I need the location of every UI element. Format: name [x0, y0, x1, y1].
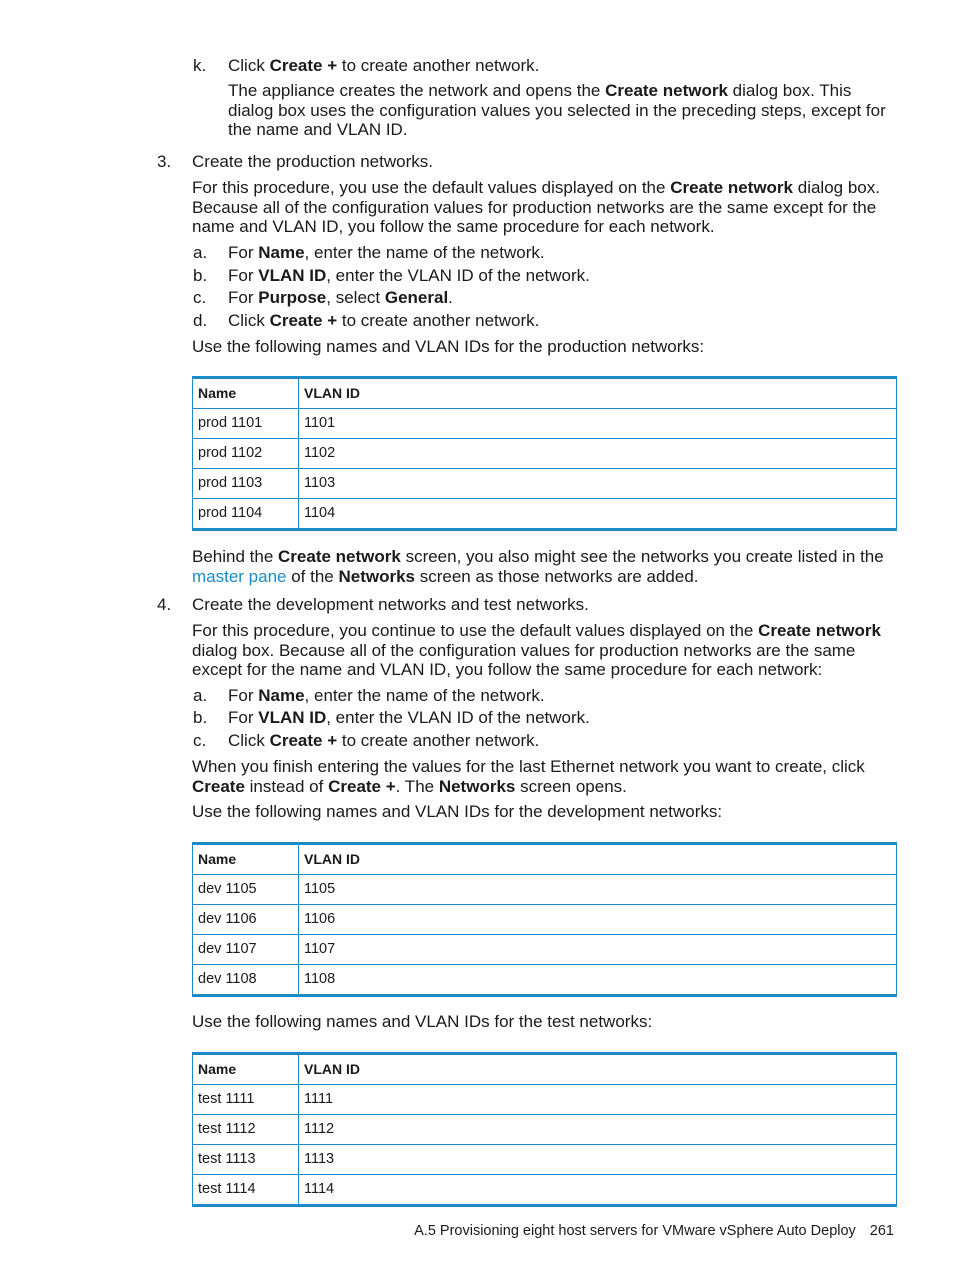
table-row	[193, 499, 897, 530]
step3-paragraph: For this procedure, you use the default values displayed on the Create network dialog box. Because all of the configuration values for production networks are the same except for the name and VLAN ID, you follow the same procedure for each network.	[192, 178, 880, 236]
cell-vlan-id: 1108	[299, 965, 897, 996]
table-header-row	[193, 378, 897, 409]
cell-vlan-id: 1113	[299, 1145, 897, 1175]
cell-name: prod 1104	[193, 499, 299, 530]
substep-marker: c.	[193, 731, 207, 750]
column-header-name: Name	[193, 844, 299, 875]
table-row	[193, 409, 897, 439]
table-row	[193, 905, 897, 935]
cell-name: dev 1105	[193, 875, 299, 905]
table-row	[193, 875, 897, 905]
cell-name: test 1114	[193, 1175, 299, 1206]
cell-name: dev 1107	[193, 935, 299, 965]
page-footer	[414, 1222, 894, 1242]
step4-finish-paragraph: When you finish entering the values for the last Ethernet network you want to create, click Create instead of Create +. The Networks screen opens.	[192, 757, 865, 796]
step4-item-a: For Name, enter the name of the network.	[228, 686, 545, 705]
step4-title: Create the development networks and test networks.	[192, 595, 589, 614]
table-row	[193, 935, 897, 965]
substep-marker: c.	[193, 288, 207, 307]
cell-vlan-id: 1114	[299, 1175, 897, 1206]
column-header-vlan-id: VLAN ID	[299, 844, 897, 875]
table-row	[193, 1175, 897, 1206]
substep-marker: b.	[193, 266, 208, 285]
table-row	[193, 1085, 897, 1115]
cell-name: test 1111	[193, 1085, 299, 1115]
cell-vlan-id: 1106	[299, 905, 897, 935]
table-row	[193, 1115, 897, 1145]
cell-name: test 1113	[193, 1145, 299, 1175]
table-row	[193, 965, 897, 996]
cell-vlan-id: 1103	[299, 469, 897, 499]
step3-after-paragraph: Behind the Create network screen, you also might see the networks you create listed in the master pane of the Networks screen as those networks are added.	[192, 547, 884, 586]
table-row	[193, 1145, 897, 1175]
step-marker: 3.	[157, 152, 172, 171]
step4-item-c: Click Create + to create another network.	[228, 731, 540, 750]
step-marker: k.	[193, 56, 207, 75]
step4-item-b: For VLAN ID, enter the VLAN ID of the network.	[228, 708, 590, 727]
step-k-text: Click Create + to create another network.	[228, 56, 540, 75]
cell-name: prod 1101	[193, 409, 299, 439]
dev-network-table	[192, 842, 897, 997]
test-network-table	[192, 1052, 897, 1207]
cell-name: dev 1108	[193, 965, 299, 996]
step-k-paragraph: The appliance creates the network and opens the Create network dialog box. This dialog box uses the configuration values you selected in the preceding steps, except for the name and VLAN ID.	[228, 81, 886, 139]
cell-name: dev 1106	[193, 905, 299, 935]
table-row	[193, 439, 897, 469]
page-number: 261	[869, 1223, 894, 1239]
substep-marker: a.	[193, 686, 208, 705]
substep-marker: a.	[193, 243, 208, 262]
column-header-name: Name	[193, 378, 299, 409]
step3-item-b: For VLAN ID, enter the VLAN ID of the network.	[228, 266, 590, 285]
table-header-row	[193, 1054, 897, 1085]
step3-item-d: Click Create + to create another network.	[228, 311, 540, 330]
footer-section-title: A.5 Provisioning eight host servers for VMware vSphere Auto Deploy	[414, 1223, 856, 1239]
cell-name: prod 1102	[193, 439, 299, 469]
table-header-row	[193, 844, 897, 875]
prod-table-intro: Use the following names and VLAN IDs for the production networks:	[192, 337, 705, 356]
step3-item-c: For Purpose, select General.	[228, 288, 453, 307]
cell-name: prod 1103	[193, 469, 299, 499]
cell-vlan-id: 1111	[299, 1085, 897, 1115]
cell-vlan-id: 1101	[299, 409, 897, 439]
cell-name: test 1112	[193, 1115, 299, 1145]
column-header-name: Name	[193, 1054, 299, 1085]
cell-vlan-id: 1105	[299, 875, 897, 905]
cell-vlan-id: 1112	[299, 1115, 897, 1145]
cell-vlan-id: 1104	[299, 499, 897, 530]
column-header-vlan-id: VLAN ID	[299, 378, 897, 409]
step-marker: 4.	[157, 595, 172, 614]
step3-item-a: For Name, enter the name of the network.	[228, 243, 545, 262]
cell-vlan-id: 1107	[299, 935, 897, 965]
substep-marker: d.	[193, 311, 208, 330]
prod-network-table	[192, 376, 897, 531]
cell-vlan-id: 1102	[299, 439, 897, 469]
test-table-intro: Use the following names and VLAN IDs for the test networks:	[192, 1012, 653, 1031]
step3-title: Create the production networks.	[192, 152, 433, 171]
substep-marker: b.	[193, 708, 208, 727]
column-header-vlan-id: VLAN ID	[299, 1054, 897, 1085]
dev-table-intro: Use the following names and VLAN IDs for the development networks:	[192, 802, 723, 821]
step4-paragraph: For this procedure, you continue to use the default values displayed on the Create network dialog box. Because all of the configuration values for production networks are the same except for the name and VLAN ID, you follow the same procedure for each network:	[192, 621, 881, 679]
table-row	[193, 469, 897, 499]
master-pane-link[interactable]: master pane	[192, 566, 287, 586]
